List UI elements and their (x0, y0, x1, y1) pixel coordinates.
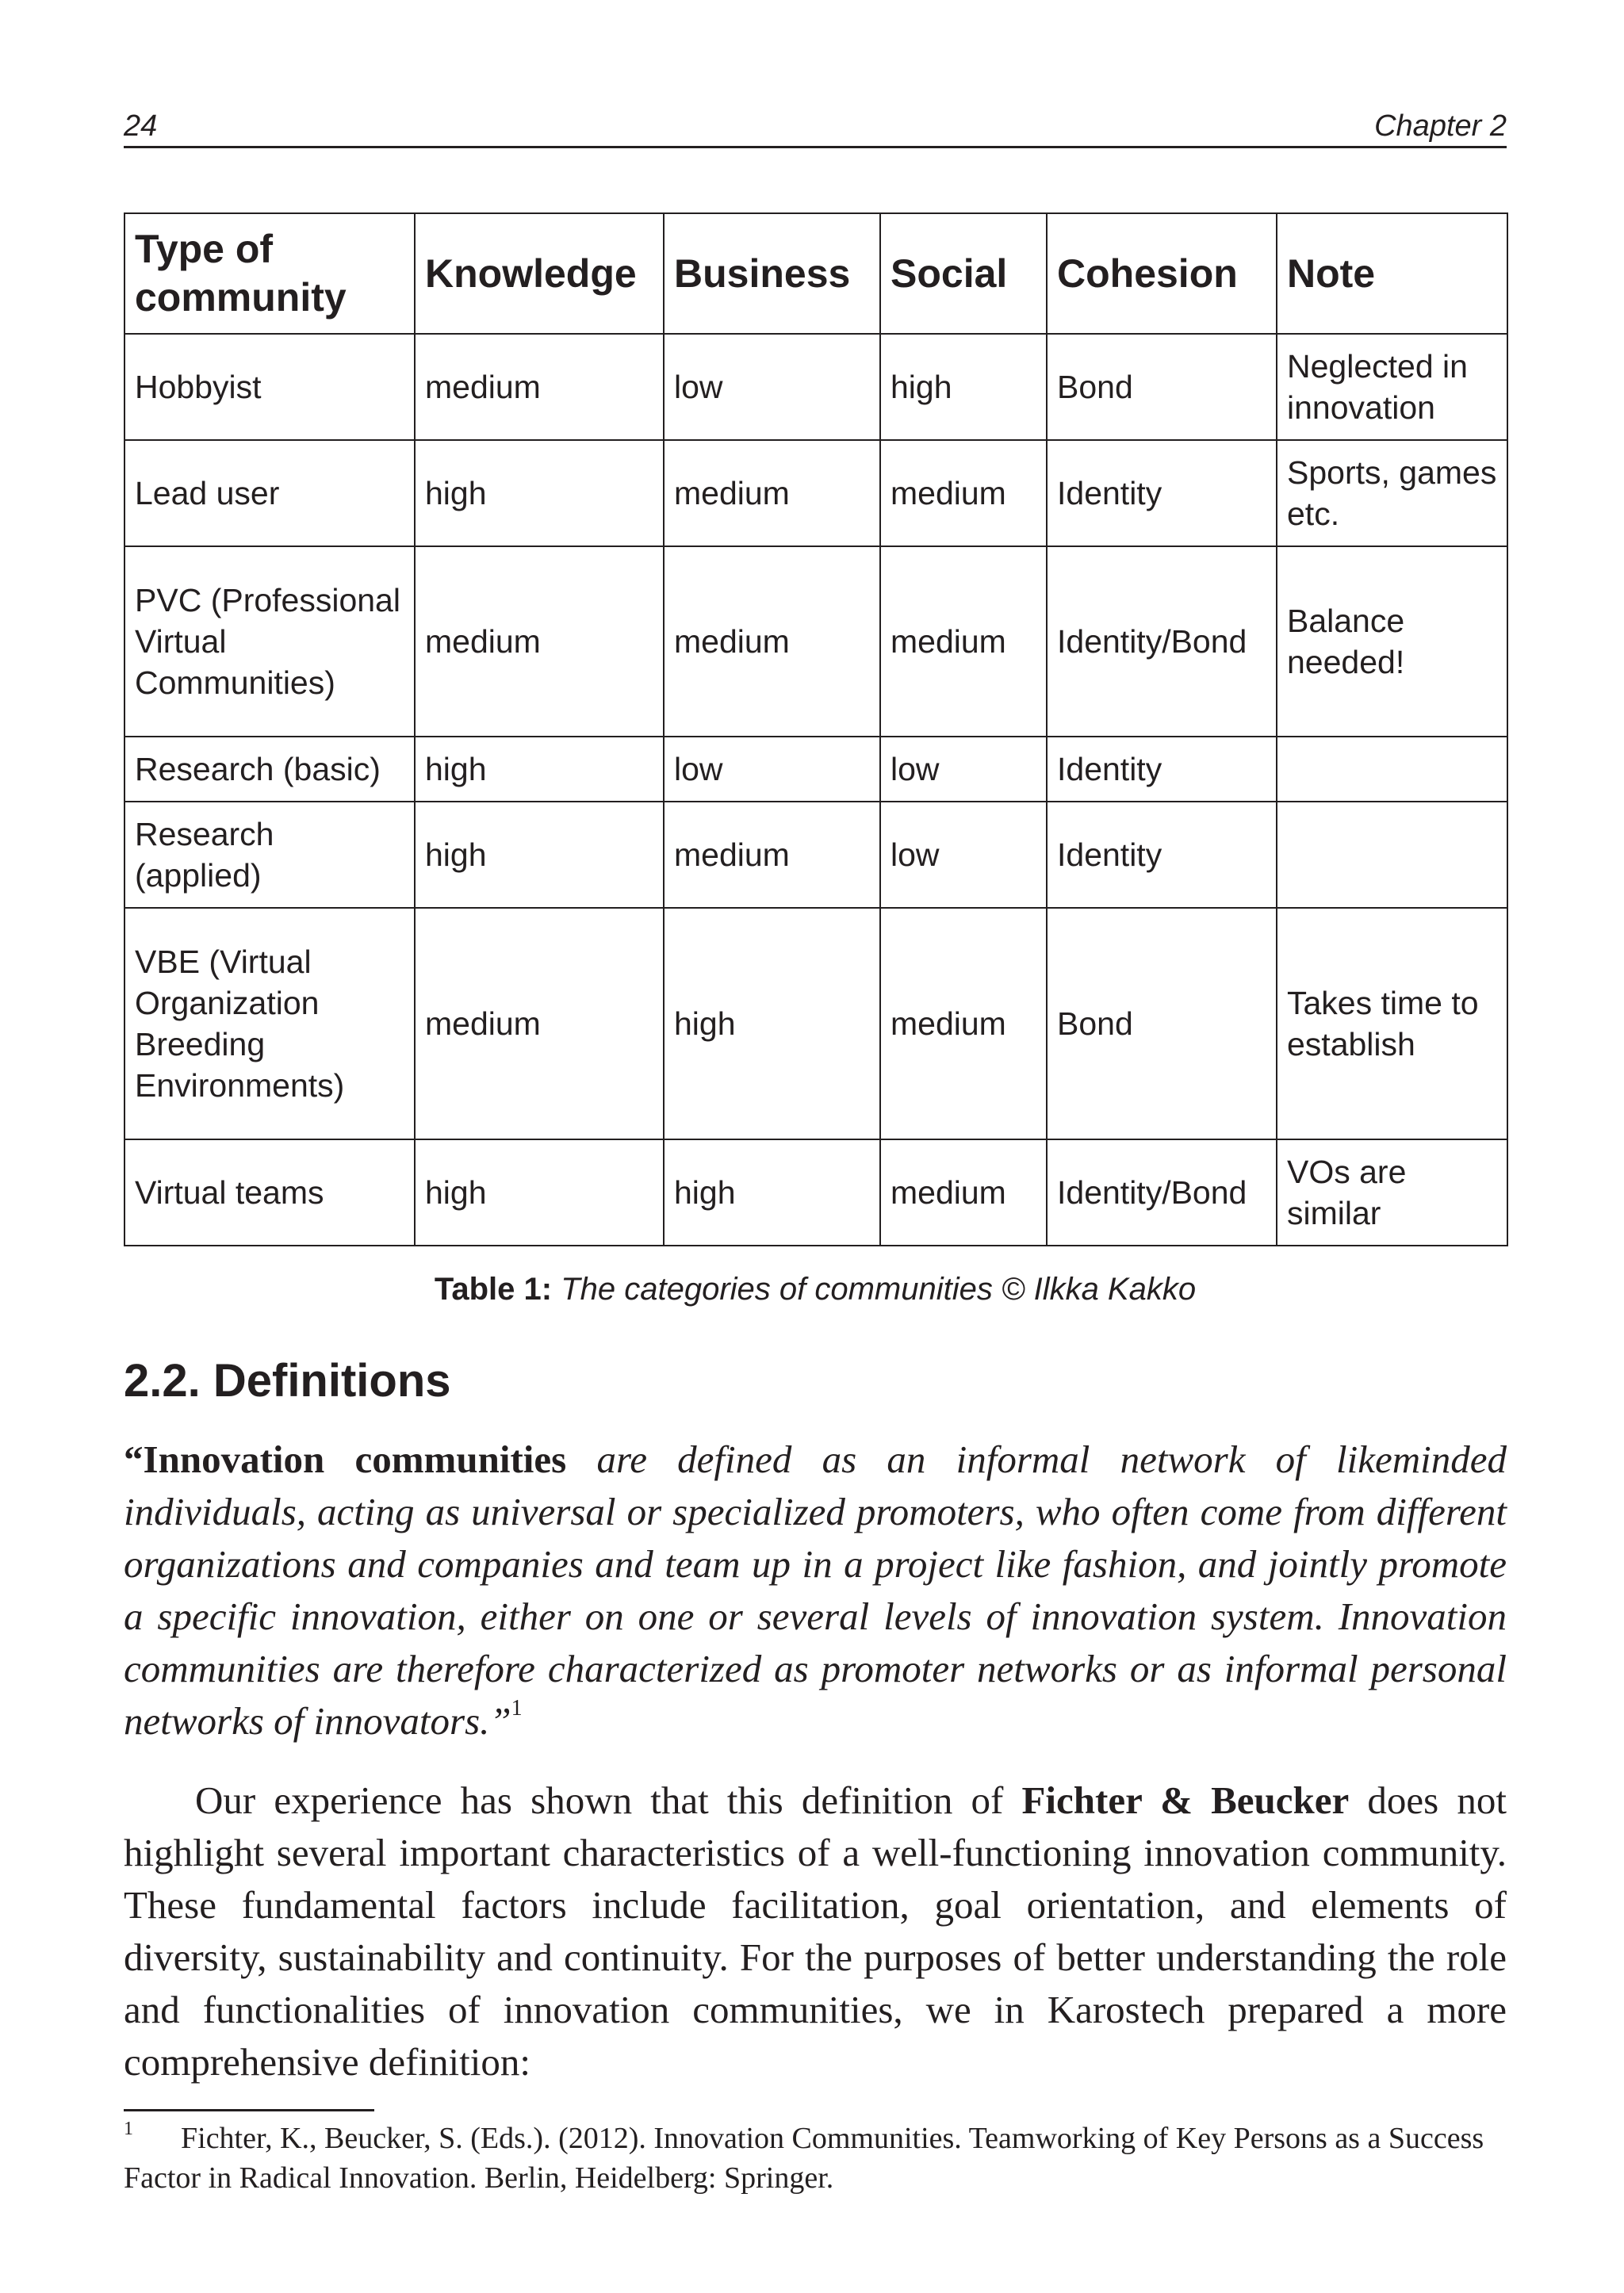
table-cell: PVC (Professional Virtual Communities) (124, 546, 415, 737)
table-row (124, 908, 1507, 1139)
table-header-cell: Business (664, 213, 880, 334)
table-cell: medium (664, 546, 880, 737)
table-row (124, 737, 1507, 802)
table-header-cell: Note (1277, 213, 1507, 334)
table-cell: medium (664, 802, 880, 908)
paragraph-authors: Fichter & Beucker (1021, 1778, 1350, 1822)
table-cell: Lead user (124, 440, 415, 546)
table-row (124, 1139, 1507, 1246)
table-cell: medium (415, 908, 664, 1139)
paragraph-text-after: does not highlight several important characteristics of a well-functioning innovation community. These fundamental factors include facilitation, goal orientation, and elements of diversity, sustainability and continuity. For the purposes of better understanding the role and functionalities of innovation communities, we in Karostech prepared a more comprehensive definition: (124, 1778, 1507, 2084)
page-number: 24 (124, 109, 158, 143)
table-cell: Identity (1047, 802, 1277, 908)
table-row (124, 334, 1507, 440)
table-cell: medium (415, 334, 664, 440)
table-cell: Bond (1047, 334, 1277, 440)
table-cell: high (664, 1139, 880, 1246)
communities-table-container (124, 212, 1507, 1246)
quote-text: are defined as an informal network of likeminded individuals, acting as universal or specialized promoters, who often come from different organizations and companies and team up in a project like fashion, and jointly promote a specific innovation, either on one or several levels of innovation system. Innovation communities are therefore characterized as promoter networks or as informal personal networks of innovators.” (124, 1437, 1507, 1743)
table-cell: low (664, 737, 880, 802)
table-cell (1277, 737, 1507, 802)
table-header-cell: Knowledge (415, 213, 664, 334)
table-cell: high (415, 802, 664, 908)
table-cell: Identity (1047, 737, 1277, 802)
table-cell: medium (664, 440, 880, 546)
table-header-cell: Social (880, 213, 1047, 334)
table-cell: Research (basic) (124, 737, 415, 802)
footnote-reference[interactable]: 1 (511, 1696, 523, 1721)
table-cell: high (415, 440, 664, 546)
quote-open-mark: “ (124, 1437, 144, 1481)
footnote-text: Fichter, K., Beucker, S. (Eds.). (2012). Innovation Communities. Teamworking of Key Persons as a Success Factor in Radical Innovation. Berlin, Heidelberg: Springer. (124, 2122, 1484, 2195)
table-cell: Research (applied) (124, 802, 415, 908)
table-cell: low (664, 334, 880, 440)
table-cell: Hobbyist (124, 334, 415, 440)
table-cell: medium (880, 908, 1047, 1139)
table-cell: medium (880, 546, 1047, 737)
table-cell: Identity/Bond (1047, 546, 1277, 737)
table-cell: Balance needed! (1277, 546, 1507, 737)
body-paragraph (124, 1774, 1507, 2088)
table-header-cell: Type of community (124, 213, 415, 334)
table-cell: Bond (1047, 908, 1277, 1139)
table-row (124, 440, 1507, 546)
table-cell (1277, 802, 1507, 908)
table-row (124, 546, 1507, 737)
section-heading: 2.2. Definitions (124, 1355, 451, 1407)
paragraph-text-before: Our experience has shown that this definition of (195, 1778, 1004, 1822)
table-cell: VOs are similar (1277, 1139, 1507, 1246)
table-cell: Sports, games etc. (1277, 440, 1507, 546)
table-header-cell: Cohesion (1047, 213, 1277, 334)
chapter-label: Chapter 2 (1374, 109, 1507, 143)
table-cell: medium (880, 440, 1047, 546)
table-header-row (124, 213, 1507, 334)
table-row (124, 802, 1507, 908)
running-header (124, 106, 1507, 148)
table-cell: Takes time to establish (1277, 908, 1507, 1139)
table-cell: high (664, 908, 880, 1139)
quote-term: Innovation communities (143, 1437, 567, 1481)
table-cell: Identity/Bond (1047, 1139, 1277, 1246)
communities-table (124, 212, 1508, 1246)
table-cell: high (415, 1139, 664, 1246)
table-caption-label: Table 1: (434, 1272, 553, 1307)
footnote: 1 Fichter, K., Beucker, S. (Eds.). (2012). Innovation Communities. Teamworking of Key Persons as a Success Factor in Radical Innovation. Berlin, Heidelberg: Springer. (124, 2119, 1484, 2195)
table-cell: medium (880, 1139, 1047, 1246)
table-cell: Neglected in innovation (1277, 334, 1507, 440)
table-cell: low (880, 737, 1047, 802)
table-cell: VBE (Virtual Organization Breeding Environments) (124, 908, 415, 1139)
table-caption-text: The categories of communities © Ilkka Kakko (561, 1272, 1197, 1307)
definition-quote (124, 1434, 1507, 1748)
table-cell: medium (415, 546, 664, 737)
table-cell: Identity (1047, 440, 1277, 546)
table-caption (124, 1272, 1507, 1307)
table-cell: low (880, 802, 1047, 908)
table-cell: high (880, 334, 1047, 440)
footnote-divider (124, 2109, 374, 2111)
table-cell: Virtual teams (124, 1139, 415, 1246)
table-cell: high (415, 737, 664, 802)
